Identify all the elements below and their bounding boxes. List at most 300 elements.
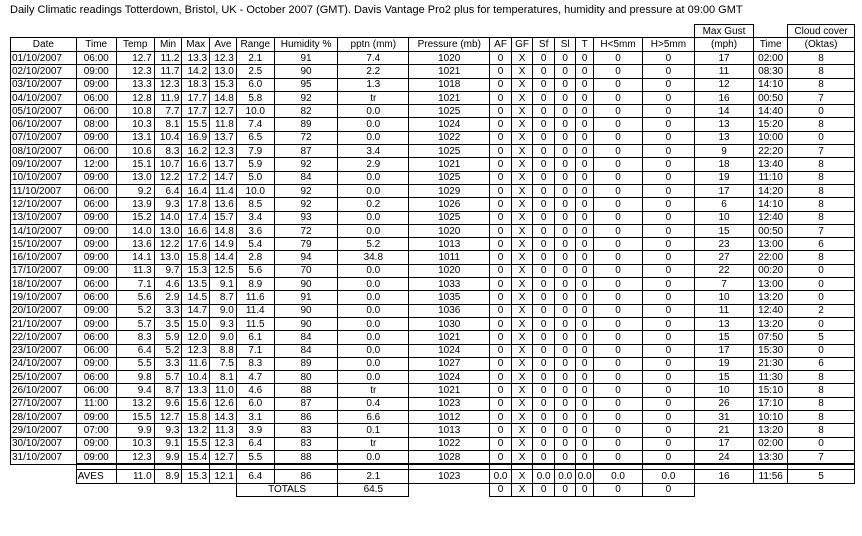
table-cell: 0 (490, 331, 512, 344)
table-cell: 12 (694, 78, 754, 91)
table-cell: 7.9 (236, 145, 274, 158)
table-cell: 0 (593, 317, 642, 330)
table-cell: tr (338, 91, 409, 104)
table-cell: X (511, 158, 533, 171)
table-cell: X (511, 78, 533, 91)
table-cell: 9.9 (116, 424, 154, 437)
table-cell: 0 (593, 105, 642, 118)
table-cell: 0 (533, 331, 555, 344)
table-cell: 1027 (409, 357, 490, 370)
table-cell: 0 (643, 158, 695, 171)
table-cell: 1020 (409, 264, 490, 277)
table-cell: 15:30 (754, 344, 788, 357)
table-cell: 0 (490, 397, 512, 410)
table-cell: 0 (554, 450, 576, 464)
totals-pptn: 64.5 (338, 483, 409, 496)
table-cell: 7.1 (116, 278, 154, 291)
table-cell: 07/10/2007 (11, 131, 77, 144)
table-cell: 0 (643, 291, 695, 304)
table-row (11, 344, 855, 357)
table-cell: 11.2 (154, 52, 182, 65)
table-cell: 14:40 (754, 105, 788, 118)
table-cell: 12.3 (210, 437, 237, 450)
table-cell: 1025 (409, 171, 490, 184)
average-value: 0.0 (490, 470, 512, 483)
table-cell: 0 (593, 211, 642, 224)
table-cell: 09:00 (76, 264, 116, 277)
table-cell: 0 (533, 171, 555, 184)
table-cell: 1021 (409, 65, 490, 78)
table-row (11, 145, 855, 158)
table-cell: 0 (533, 145, 555, 158)
table-cell: 5.7 (116, 317, 154, 330)
table-cell: 15.6 (182, 397, 210, 410)
table-cell: 06:00 (76, 344, 116, 357)
table-cell: 0 (643, 105, 695, 118)
table-cell: 06/10/2007 (11, 118, 77, 131)
table-cell: 0 (490, 78, 512, 91)
table-cell: 12.7 (210, 105, 237, 118)
totals-row (11, 483, 855, 496)
table-cell: 84 (274, 171, 338, 184)
table-cell: 0 (643, 251, 695, 264)
table-cell: 0 (554, 278, 576, 291)
table-cell: 10.4 (182, 371, 210, 384)
table-cell: 26 (694, 397, 754, 410)
table-cell: 0 (533, 437, 555, 450)
table-cell: 9.3 (154, 424, 182, 437)
table-cell: 17 (694, 184, 754, 197)
table-cell: 6 (788, 357, 855, 370)
table-cell: 0 (593, 131, 642, 144)
table-cell: 0 (490, 344, 512, 357)
table-cell: 88 (274, 450, 338, 464)
table-cell: 6.4 (116, 344, 154, 357)
table-cell: 03/10/2007 (11, 78, 77, 91)
table-cell: 31 (694, 411, 754, 424)
table-cell: 0 (788, 344, 855, 357)
table-cell: 0 (788, 131, 855, 144)
table-cell: 9.1 (210, 278, 237, 291)
table-cell: 14.0 (154, 211, 182, 224)
average-value: 0.0 (554, 470, 576, 483)
average-value: 15.3 (182, 470, 210, 483)
table-cell: 13.7 (210, 158, 237, 171)
table-cell: 15.8 (182, 251, 210, 264)
table-cell: 29/10/2007 (11, 424, 77, 437)
table-cell: 14.7 (182, 304, 210, 317)
table-row (11, 118, 855, 131)
table-cell: 0 (576, 52, 593, 65)
table-cell: 22:00 (754, 251, 788, 264)
table-cell: 0 (593, 91, 642, 104)
table-cell: 13.9 (116, 198, 154, 211)
table-cell: X (511, 52, 533, 65)
table-cell: 0 (533, 211, 555, 224)
table-cell: 23/10/2007 (11, 344, 77, 357)
table-cell: 0 (643, 450, 695, 464)
table-cell: 8.3 (154, 145, 182, 158)
table-cell: 11.8 (210, 118, 237, 131)
table-cell: 0 (576, 118, 593, 131)
table-cell: 0.4 (338, 397, 409, 410)
average-value: 11.0 (116, 470, 154, 483)
table-cell: 0 (554, 371, 576, 384)
total-value: X (511, 483, 533, 496)
table-cell: 89 (274, 118, 338, 131)
table-cell: X (511, 331, 533, 344)
table-cell: 12:00 (76, 158, 116, 171)
table-cell: 12.7 (116, 52, 154, 65)
table-cell: 0 (643, 145, 695, 158)
table-cell: 0 (490, 105, 512, 118)
table-cell: 11.9 (154, 91, 182, 104)
table-cell: 14:20 (754, 184, 788, 197)
table-cell: 01/10/2007 (11, 52, 77, 65)
table-cell: 0 (643, 264, 695, 277)
table-cell: 14/10/2007 (11, 224, 77, 237)
table-cell: X (511, 304, 533, 317)
table-cell: 18.3 (182, 78, 210, 91)
table-cell: 15 (694, 331, 754, 344)
table-cell: 09:00 (76, 450, 116, 464)
table-cell: 16.4 (182, 184, 210, 197)
table-cell: 13:00 (754, 238, 788, 251)
table-cell: 83 (274, 437, 338, 450)
table-cell: 8 (788, 198, 855, 211)
table-cell: 13.6 (116, 238, 154, 251)
table-cell: 83 (274, 424, 338, 437)
table-row (11, 411, 855, 424)
table-cell: 09:00 (76, 131, 116, 144)
table-cell: 0 (593, 118, 642, 131)
table-cell: 10.7 (154, 158, 182, 171)
table-cell: X (511, 450, 533, 464)
column-header: Pressure (mb) (409, 38, 490, 52)
table-row (11, 357, 855, 370)
table-cell: 14.3 (210, 411, 237, 424)
table-cell: 13:00 (754, 278, 788, 291)
table-cell: 92 (274, 91, 338, 104)
table-cell: 0.1 (338, 424, 409, 437)
table-cell: 9.9 (154, 450, 182, 464)
column-header-row (11, 38, 855, 52)
table-cell: 17 (694, 437, 754, 450)
table-cell: 1022 (409, 437, 490, 450)
table-cell: 1011 (409, 251, 490, 264)
table-cell: 12.0 (182, 331, 210, 344)
table-cell: 8.8 (210, 344, 237, 357)
table-cell: 12:40 (754, 211, 788, 224)
table-cell: 9.3 (210, 317, 237, 330)
table-cell: 11.4 (236, 304, 274, 317)
column-header: Min (154, 38, 182, 52)
table-cell: 0 (533, 131, 555, 144)
table-cell: 0 (490, 304, 512, 317)
table-cell: 0 (593, 238, 642, 251)
table-cell: 2.5 (236, 65, 274, 78)
table-cell: 10/10/2007 (11, 171, 77, 184)
table-cell: 0 (788, 317, 855, 330)
table-cell: 15.2 (116, 211, 154, 224)
table-cell: X (511, 251, 533, 264)
table-cell: 0 (576, 211, 593, 224)
table-cell: 15 (694, 371, 754, 384)
table-cell: 1024 (409, 344, 490, 357)
table-cell: 0 (554, 251, 576, 264)
table-cell: 16.9 (182, 131, 210, 144)
table-cell: 17.7 (182, 105, 210, 118)
table-cell: 24/10/2007 (11, 357, 77, 370)
table-cell: 0 (576, 424, 593, 437)
table-cell: 09:00 (76, 437, 116, 450)
table-cell: 18/10/2007 (11, 278, 77, 291)
table-cell: 8.3 (116, 331, 154, 344)
table-cell: 26/10/2007 (11, 384, 77, 397)
table-cell: 0 (533, 304, 555, 317)
table-cell: 7 (788, 91, 855, 104)
table-cell: 0 (554, 437, 576, 450)
table-cell: 90 (274, 304, 338, 317)
table-cell: 0 (490, 291, 512, 304)
table-cell: 0 (576, 224, 593, 237)
table-cell: 0 (533, 264, 555, 277)
table-cell: 15.5 (116, 411, 154, 424)
table-cell: 10 (694, 211, 754, 224)
table-cell: 3.6 (236, 224, 274, 237)
table-cell: 0.0 (338, 264, 409, 277)
column-header: Sf (533, 38, 555, 52)
table-cell: 12.5 (210, 264, 237, 277)
table-cell: 00:20 (754, 264, 788, 277)
table-cell: 15.8 (182, 411, 210, 424)
total-value: 0 (643, 483, 695, 496)
table-cell: 0 (643, 344, 695, 357)
table-cell: 8 (788, 411, 855, 424)
table-cell: 12.8 (116, 91, 154, 104)
table-cell: 22/10/2007 (11, 331, 77, 344)
table-cell: 0 (593, 291, 642, 304)
column-header: (mph) (694, 38, 754, 52)
table-cell: 0 (533, 238, 555, 251)
table-cell: 7 (788, 145, 855, 158)
table-row (11, 384, 855, 397)
table-cell: 31/10/2007 (11, 450, 77, 464)
table-cell: 2 (788, 304, 855, 317)
table-cell: 0 (554, 52, 576, 65)
average-value: 16 (694, 470, 754, 483)
table-cell: 0 (533, 397, 555, 410)
table-cell: 11.0 (210, 384, 237, 397)
table-cell: 1020 (409, 52, 490, 65)
table-cell: 0 (533, 278, 555, 291)
table-cell: 5.5 (116, 357, 154, 370)
table-cell: 17.2 (182, 171, 210, 184)
table-cell: 12.6 (210, 397, 237, 410)
table-cell: 0 (490, 211, 512, 224)
table-cell: 0 (643, 131, 695, 144)
table-cell: 0 (533, 344, 555, 357)
table-cell: 19/10/2007 (11, 291, 77, 304)
table-cell: 0 (643, 184, 695, 197)
table-cell: 0 (643, 317, 695, 330)
table-cell: 08:30 (754, 65, 788, 78)
table-cell: 16/10/2007 (11, 251, 77, 264)
table-cell: 9.6 (154, 397, 182, 410)
table-cell: 0 (554, 304, 576, 317)
table-cell: 0 (593, 437, 642, 450)
table-cell: 7 (788, 450, 855, 464)
table-cell: 8.3 (236, 357, 274, 370)
table-cell: 0 (788, 105, 855, 118)
table-cell: 0 (554, 344, 576, 357)
table-cell: 02/10/2007 (11, 65, 77, 78)
table-cell: 16.2 (182, 145, 210, 158)
table-cell: 11 (694, 65, 754, 78)
table-cell: 0 (593, 65, 642, 78)
table-cell: 0 (576, 411, 593, 424)
table-cell: 0 (576, 304, 593, 317)
total-value: 0 (533, 483, 555, 496)
table-cell: 0 (533, 371, 555, 384)
table-cell: 1033 (409, 278, 490, 291)
table-cell: X (511, 65, 533, 78)
table-cell: 8 (788, 171, 855, 184)
column-header: Max (182, 38, 210, 52)
table-cell: 0 (593, 424, 642, 437)
average-value: 1023 (409, 470, 490, 483)
table-cell: 0 (576, 184, 593, 197)
table-cell: 17.8 (182, 198, 210, 211)
table-cell: 82 (274, 105, 338, 118)
table-cell: 95 (274, 78, 338, 91)
column-header: H>5mm (643, 38, 695, 52)
table-cell: 9.0 (210, 331, 237, 344)
average-value: 0.0 (643, 470, 695, 483)
table-cell: 17.7 (182, 91, 210, 104)
table-cell: 0 (490, 357, 512, 370)
table-cell: 84 (274, 331, 338, 344)
table-row (11, 65, 855, 78)
table-cell: 8.1 (154, 118, 182, 131)
table-cell: 21/10/2007 (11, 317, 77, 330)
table-cell: 9.4 (116, 384, 154, 397)
table-cell: 13.6 (210, 198, 237, 211)
table-cell: X (511, 357, 533, 370)
table-cell: 9.7 (154, 264, 182, 277)
table-cell: 13.3 (182, 384, 210, 397)
table-cell: 17.6 (182, 238, 210, 251)
table-cell: 20/10/2007 (11, 304, 77, 317)
table-cell: X (511, 264, 533, 277)
table-row (11, 198, 855, 211)
table-cell: 0 (490, 424, 512, 437)
column-header: GF (511, 38, 533, 52)
table-cell: 0 (593, 78, 642, 91)
totals-label: TOTALS (236, 483, 338, 496)
table-cell: 11:30 (754, 371, 788, 384)
table-cell: 5.6 (116, 291, 154, 304)
table-cell: 13:20 (754, 424, 788, 437)
average-value: 8.9 (154, 470, 182, 483)
table-cell: 0 (554, 118, 576, 131)
table-cell: 0.0 (338, 304, 409, 317)
table-cell: 10 (694, 384, 754, 397)
table-cell: X (511, 91, 533, 104)
table-cell: 0 (643, 331, 695, 344)
table-row (11, 317, 855, 330)
table-cell: 7.7 (154, 105, 182, 118)
table-cell: 0.0 (338, 317, 409, 330)
table-cell: 1018 (409, 78, 490, 91)
table-cell: 0 (554, 184, 576, 197)
table-cell: 0 (593, 158, 642, 171)
table-cell: 0 (576, 264, 593, 277)
table-cell: 23 (694, 238, 754, 251)
table-cell: 1021 (409, 91, 490, 104)
table-cell: 86 (274, 411, 338, 424)
table-cell: 0 (533, 317, 555, 330)
table-cell: 91 (274, 291, 338, 304)
table-cell: 17 (694, 344, 754, 357)
column-header: (Oktas) (788, 38, 855, 52)
table-cell: 8 (788, 371, 855, 384)
table-cell: 14.1 (116, 251, 154, 264)
table-cell: 0 (554, 91, 576, 104)
average-value: 6.4 (236, 470, 274, 483)
table-cell: X (511, 278, 533, 291)
table-cell: 0.0 (338, 224, 409, 237)
column-header: Date (11, 38, 77, 52)
table-cell: 9.8 (116, 371, 154, 384)
table-cell: 0 (554, 397, 576, 410)
table-cell: 10.0 (236, 105, 274, 118)
table-cell: 0 (490, 371, 512, 384)
table-cell: 0 (593, 198, 642, 211)
table-cell: 19 (694, 171, 754, 184)
table-cell: 0 (490, 224, 512, 237)
table-cell: 5 (788, 331, 855, 344)
table-cell: 21:30 (754, 357, 788, 370)
table-cell: 17/10/2007 (11, 264, 77, 277)
table-cell: 13.5 (182, 278, 210, 291)
table-cell: 15.7 (210, 211, 237, 224)
table-cell: 1013 (409, 238, 490, 251)
table-cell: 0 (576, 450, 593, 464)
table-cell: 14.8 (210, 91, 237, 104)
table-cell: 87 (274, 397, 338, 410)
table-cell: 09:00 (76, 65, 116, 78)
table-cell: 09:00 (76, 238, 116, 251)
table-row (11, 158, 855, 171)
table-cell: 11.4 (210, 184, 237, 197)
table-row (11, 171, 855, 184)
table-cell: 13:20 (754, 291, 788, 304)
table-cell: 18 (694, 158, 754, 171)
table-cell: 0 (643, 52, 695, 65)
table-cell: 09:00 (76, 171, 116, 184)
table-cell: 14.5 (182, 291, 210, 304)
table-cell: X (511, 105, 533, 118)
table-cell: 9.1 (154, 437, 182, 450)
table-cell: 22:20 (754, 145, 788, 158)
table-cell: 0 (576, 78, 593, 91)
table-cell: 12.3 (116, 450, 154, 464)
table-cell: 0 (490, 171, 512, 184)
table-cell: 0 (643, 198, 695, 211)
table-cell: 0 (554, 158, 576, 171)
table-cell: tr (338, 437, 409, 450)
